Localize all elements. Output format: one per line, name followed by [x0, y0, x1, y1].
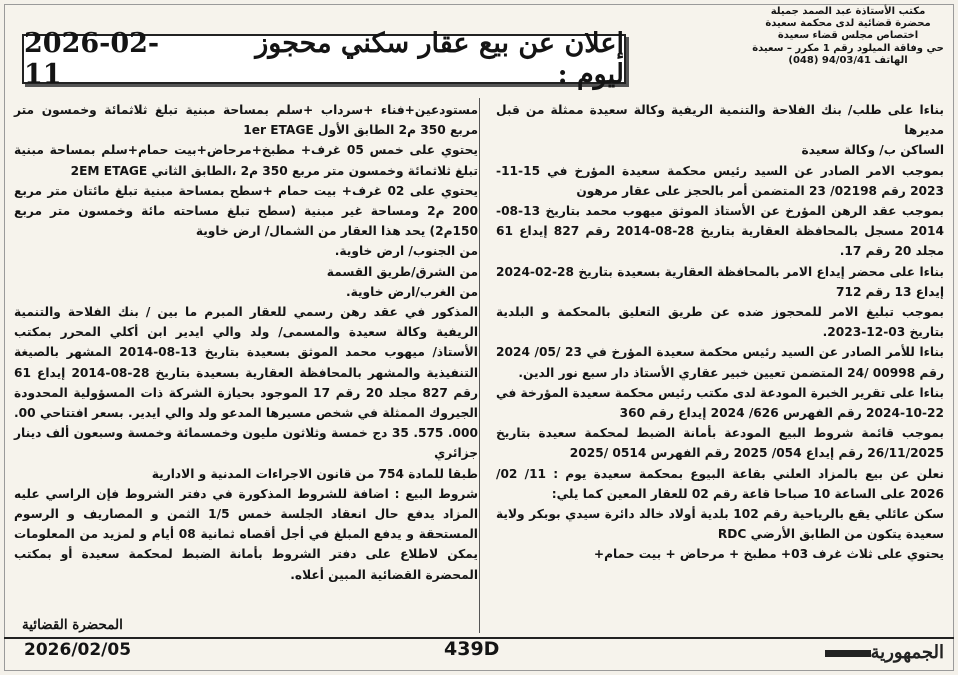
newspaper-logo — [821, 642, 944, 663]
paragraph: الساكن ب/ وكالة سعيدة — [801, 143, 944, 158]
paragraph: بناءا على محضر إيداع الامر بالمحافظة العقارية بسعيدة بتاريخ 28-02-2024 إيداع 13 رقم 712 — [496, 264, 944, 299]
paragraph: بناءا للأمر الصادر عن السيد رئيس محكمة سعيدة المؤرخ في 23 /05/ 2024 رقم 00998 /24 المتضمن تعيين خبير عقاري الأستاذ دار سبع نور الدين. — [496, 345, 944, 380]
left-text-column — [14, 100, 478, 585]
announcement-headline — [22, 28, 626, 90]
office-line: اختصاص مجلس قضاء سعيدة — [777, 30, 919, 42]
paragraph: بموجب تبليغ الامر للمحجوز ضده عن طريق التعليق بالمحكمة و البلدية بتاريخ 03-12-2023. — [496, 305, 944, 340]
right-text-column — [496, 100, 944, 565]
office-line: محضرة قضائية لدى محكمة سعيدة — [765, 18, 931, 30]
paragraph: طبقا للمادة 754 من قانون الاجراءات المدنية و الادارية — [151, 466, 478, 481]
headline-title: إعلان عن بيع عقار سكني محجوز ليوم : — [255, 28, 624, 90]
paragraph: سكن عائلي يقع بالرياحية رقم 102 بلدية أولاد خالد دائرة سيدي بوبكر ولاية سعيدة يتكون من الطابق الأرضي RDC — [496, 507, 944, 542]
paragraph: مستودعين+فناء +سرداب +سلم بمساحة مبنية تبلغ ثلاثمائة وخمسون متر مربع 350 م2 الطابق الأول 1er ETAGE — [14, 103, 478, 138]
office-line: الهاتف 94/03/41 (048) — [788, 54, 908, 66]
logo-text: الجمهورية — [870, 642, 944, 663]
paragraph: من الغرب/ارض خاوية. — [345, 284, 478, 299]
paragraph: يحتوي على ثلاث غرف 03+ مطبخ + مرحاض + بيت حمام+ — [593, 547, 944, 562]
signature: المحضرة القضائية — [22, 617, 123, 633]
footer-date: 2026/02/05 — [24, 640, 132, 660]
logo-bar-icon — [825, 650, 871, 657]
bailiff-office-header — [748, 6, 948, 67]
paragraph: بموجب عقد الرهن المؤرخ عن الأستاذ الموثق ميهوب محمد بتاريخ 13-08-2014 مسجل بالمحافظة العقارية بتاريخ 28-08-2014 رقم 827 إيداع 61 مجلد 20 رقم 17. — [496, 204, 944, 259]
paragraph: المذكور في عقد رهن رسمي للعقار المبرم ما بين / بنك الفلاحة والتنمية الريفية وكالة سعيدة والمسمى/ ولد والي ايدير ابن أكلي المحرر بمكتب الأستاذ/ ميهوب محمد الموثق بسعيدة بتاريخ 13-08-2014 المشهر بالصيغة التنفيذية والمشهر بالمحافظة العقارية بسعيدة بتاريخ 28-08-2014 إيداع 61 رقم 827 مجلد 20 رقم 17 الموجود بحيازة الشركة ذات المسؤولية المحدودة الجيروك الممثلة في شخص مسيرها المدعو ولد والي ايدير. بسعر افتتاحي 00. 000. 575. 35 دج خمسة وثلاثون مليون وخمسمائة وخمسة وسبعون ألف دينار جزائري — [14, 305, 478, 461]
paragraph: بناءا على تقرير الخبرة المودعة لدى مكتب رئيس محكمة سعيدة المؤرخة في 22-10-2024 رقم الفهرس 626/ 2024 إيداع رقم 360 — [496, 385, 944, 421]
paragraph: نعلن عن بيع بالمزاد العلني بقاعة البيوع بمحكمة سعيدة يوم : 11/ 02/ 2026 على الساعة 10 صباحا قاعة رقم 02 للعقار المعين كما يلي: — [496, 466, 944, 501]
paragraph: شروط البيع : اضافة للشروط المذكورة في دفتر الشروط فإن الراسي عليه المزاد يدفع حال انعقاد الجلسة خمس 1/5 الثمن و المصاريف و الرسوم المستحقة و يدفع المبلغ في أجل أقصاه ثمانية 08 أيام و لمزيد من المعلومات يمكن لاطلاع على دفتر الشروط بأمانة الضبط لمحكمة سعيدة أو بمكتب المحضرة القضائية المبين أعلاه. — [14, 486, 478, 582]
office-line: مكتب الأستاذة عبد الصمد جميلة — [770, 6, 926, 17]
paragraph: يحتوي على خمس 05 غرف+ مطبخ+مرحاض+بيت حمام+سلم بمساحة مبنية تبلغ ثلاثمائة وخمسون متر مربع 350 م2 ،الطابق الثاني 2EM ETAGE — [14, 143, 478, 178]
paragraph: يحتوي على 02 غرف+ بيت حمام +سطح بمساحة مبنية تبلغ مائتان متر مربع 200 م2 ومساحة غير مبنية (سطح تبلغ مساحته مائة وخمسون متر مربع 150م2) يحد هذا العقار من الشمال/ ارض خاوية — [14, 183, 478, 239]
ad-code: 439D — [444, 638, 500, 660]
headline-date: 2026-02-11 — [24, 28, 160, 90]
column-divider — [479, 98, 480, 633]
paragraph: بموجب قائمة شروط البيع المودعة بأمانة الضبط لمحكمة سعيدة بتاريخ 26/11/2025 رقم إيداع 054/ 2025 رقم الفهرس 0514 /2025 — [496, 426, 944, 461]
paragraph: بموجب الامر الصادر عن السيد رئيس محكمة سعيدة المؤرخ في 15-11-2023 رقم 02198/ 23 المتضمن أمر بالحجز على عقار مرهون — [496, 163, 944, 198]
paragraph: بناءا على طلب/ بنك الفلاحة والتنمية الريفية وكالة سعيدة ممثلة من قبل مديرها — [496, 103, 944, 138]
office-line: حي وفاقة الميلود رقم 1 مكرر – سعيدة — [752, 42, 944, 54]
paragraph: من الشرق/طريق القسمة — [326, 264, 478, 279]
paragraph: من الجنوب/ ارض خاوية. — [334, 244, 478, 259]
